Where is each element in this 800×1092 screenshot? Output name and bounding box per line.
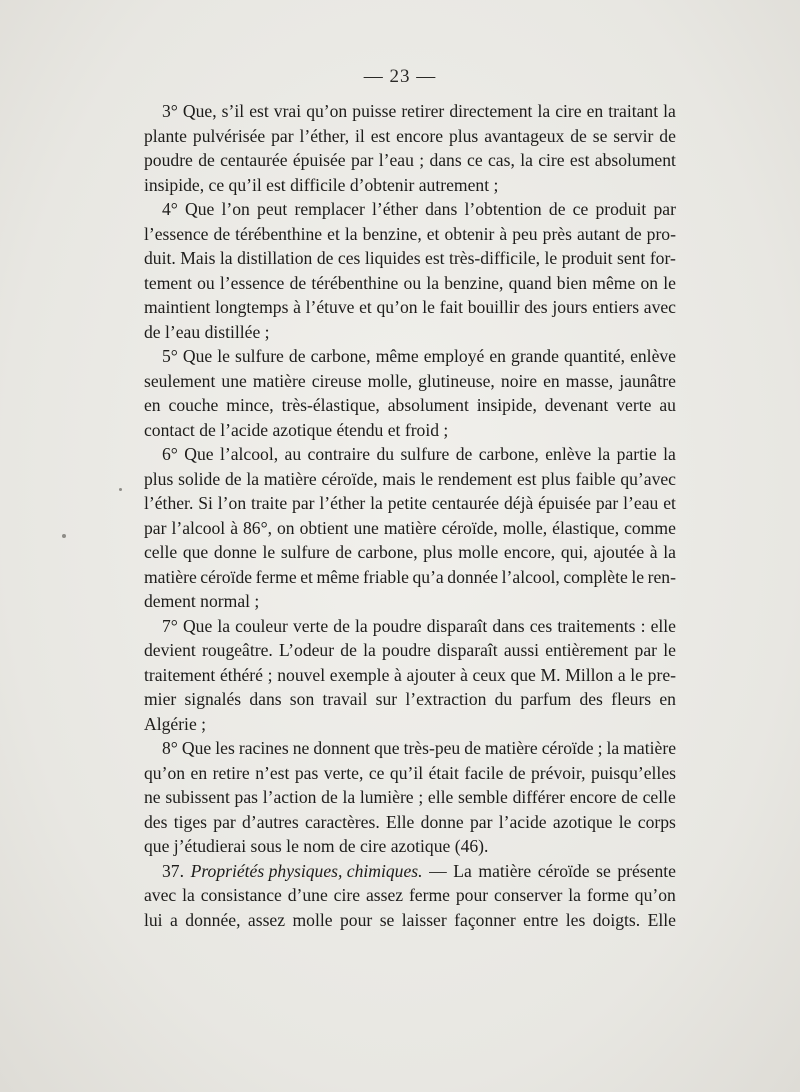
text-line: 8° Que les racines ne donnent que très-peu de matière céroïde ; la matière: [162, 738, 676, 758]
text-line: maintient longtemps à l’étuve et qu’on le fait bouillir des jours entiers avec: [144, 297, 676, 317]
paragraph-item-3: [144, 99, 676, 197]
text-line: contact de l’acide azotique étendu et froid ;: [144, 419, 449, 440]
text-line: en couche mince, très-élastique, absolument insipide, devenant verte au: [144, 395, 676, 415]
text-line: 4° Que l’on peut remplacer l’éther dans l’obtention de ce produit par: [162, 199, 676, 219]
text-line: seulement une matière cireuse molle, glutineuse, noire en masse, jaunâtre: [144, 370, 676, 391]
section-37: [144, 859, 676, 933]
paper-speck: [62, 534, 66, 538]
text-line: insipide, ce qu’il est difficile d’obtenir autrement ;: [144, 174, 499, 195]
text-line: traitement éthéré ; nouvel exemple à ajouter à ceux que M. Millon a le pre-: [144, 664, 676, 685]
text-line: que j’étudierai sous le nom de cire azotique (46).: [144, 836, 489, 856]
paragraph-item-4: [144, 197, 676, 344]
text-line: avec la consistance d’une cire assez ferme pour conserver la forme qu’on: [144, 885, 676, 905]
body-text: [144, 99, 676, 932]
section-dash: —: [429, 860, 447, 881]
paragraph-item-8: [144, 736, 676, 859]
text-line: poudre de centaurée épuisée par l’eau ; dans ce cas, la cire est absolument: [144, 150, 676, 170]
text-line: matière céroïde ferme et même friable qu’a donnée l’alcool, complète le ren-: [144, 566, 676, 587]
text-line: Algérie ;: [144, 713, 207, 734]
text-line: duit. Mais la distillation de ces liquides est très-difficile, le produit sent for-: [144, 248, 676, 268]
text-line: de l’eau distillée ;: [144, 321, 270, 342]
text-line: 5° Que le sulfure de carbone, même employé en grande quantité, enlève: [162, 346, 676, 366]
text-line: devient rougeâtre. L’odeur de la poudre disparaît aussi entièrement par le: [144, 640, 676, 660]
section-heading-line: 37. Propriétés physiques, chimiques. — La matière céroïde se présente: [144, 859, 676, 884]
text-line: par l’alcool à 86°, on obtient une matière céroïde, molle, élastique, comme: [144, 517, 676, 538]
paragraph-item-6: [144, 442, 676, 614]
text-line: celle que donne le sulfure de carbone, plus molle encore, qui, ajoutée à la: [144, 542, 676, 562]
text-line: l’éther. Si l’on traite par l’éther la petite centaurée déjà épuisée par l’eau et: [144, 493, 676, 513]
text-line: 3° Que, s’il est vrai qu’on puisse retirer directement la cire en traitant la: [162, 101, 676, 121]
text-line: ne subissent pas l’action de la lumière ; elle semble différer encore de celle: [144, 787, 676, 807]
text-line: dement normal ;: [144, 591, 260, 611]
text-line: 7° Que la couleur verte de la poudre disparaît dans ces traitements : elle: [162, 615, 676, 636]
text-line: 6° Que l’alcool, au contraire du sulfure de carbone, enlève la partie la: [162, 444, 676, 464]
paper-speck: [119, 488, 122, 491]
paragraph-item-7: [144, 614, 676, 737]
text-line: lui a donnée, assez molle pour se laisser façonner entre les doigts. Elle: [144, 909, 676, 930]
text-line: plante pulvérisée par l’éther, il est encore plus avantageux de se servir de: [144, 125, 676, 146]
section-heading: Propriétés physiques, chimiques.: [190, 860, 423, 881]
paragraph-item-5: [144, 344, 676, 442]
page-number: — 23 —: [363, 66, 437, 87]
text-line: mier signalés dans son travail sur l’extraction du parfum des fleurs en: [144, 689, 676, 709]
section-number: 37.: [162, 860, 184, 881]
text-line: l’essence de térébenthine et la benzine, et obtenir à peu près autant de pro-: [144, 223, 676, 244]
text-line: tement ou l’essence de térébenthine ou la benzine, quand bien même on le: [144, 272, 676, 293]
text-line: plus solide de la matière céroïde, mais le rendement est plus faible qu’avec: [144, 468, 676, 489]
text-line: qu’on en retire n’est pas verte, ce qu’il était facile de prévoir, puisqu’elles: [144, 762, 676, 783]
text-line: des tiges par d’autres caractères. Elle donne par l’acide azotique le corps: [144, 811, 676, 832]
